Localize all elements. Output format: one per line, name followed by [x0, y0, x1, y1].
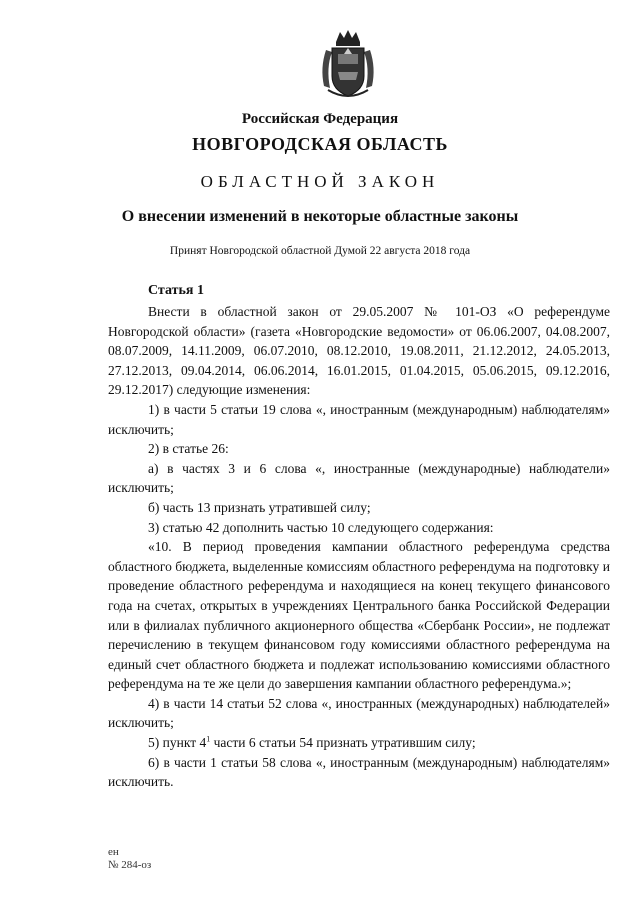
region-name: НОВГОРОДСКАЯ ОБЛАСТЬ — [192, 134, 448, 154]
article-body — [108, 302, 610, 792]
amendment-item-3-text: «10. В период проведения кампании областного референдума средства областного бюджета, выделенные комиссиям областного референдума на подготовку и проведение областного референдума и находящиеся на конец текущего финансового года на счетах, открытых в учреждениях Центрального банка Российской Федерации или в филиалах публичного акционерного общества «Сбербанк России», не подлежат перечислению в текущем финансовом году комиссиями областного референдума на единый счет областного бюджета и подлежат использованию комиссиями областного референдума на те же цели до завершения кампании областного референдума.»; — [108, 539, 610, 692]
footer-initials: ен — [108, 846, 119, 858]
item5-text-end: части 6 статьи 54 признать утратившим силу; — [210, 735, 476, 751]
amendment-item-1: 1) в части 5 статьи 19 слова «, иностранным (международным) наблюдателям» исключить; — [108, 401, 610, 437]
footer-doc-number: № 284-оз — [108, 859, 152, 871]
adoption-line: Принят Новгородской областной Думой 22 августа 2018 года — [169, 245, 471, 257]
amendment-item-5 — [108, 733, 610, 753]
amendment-item-2a: а) в частях 3 и 6 слова «, иностранные (международные) наблюдатели» исключить; — [108, 460, 610, 496]
law-type: ОБЛАСТНОЙ ЗАКОН — [200, 172, 440, 191]
law-title: О внесении изменений в некоторые областные законы — [121, 208, 519, 225]
article-heading: Статья 1 — [148, 283, 204, 298]
article-intro: Внести в областной закон от 29.05.2007 № 101-ОЗ «О референдуме Новгородской области» (газета «Новгородские ведомости» от 06.06.2007, 04.08.2007, 08.07.2009, 14.11.2009, 06.07.2010, 08.12.2010, 19.08.2011, 21.12.2012, 24.05.2013, 27.12.2013, 09.04.2014, 06.06.2014, 16.01.2015, 01.04.2015, 05.06.2015, 09.12.2016, 29.12.2017) следующие изменения: — [108, 304, 610, 398]
amendment-item-6: 6) в части 1 статьи 58 слова «, иностранным (международным) наблюдателям» исключить. — [108, 754, 610, 790]
amendment-item-2b: б) часть 13 признать утратившей силу; — [148, 499, 371, 515]
footer — [108, 846, 151, 872]
novgorod-coat-of-arms-icon — [318, 28, 378, 102]
amendment-item-2: 2) в статье 26: — [148, 441, 229, 457]
amendment-item-4: 4) в части 14 статьи 52 слова «, иностранных (международных) наблюдателей» исключить; — [108, 695, 610, 731]
item5-text-start: 5) пункт 4 — [148, 735, 207, 751]
item5-superscript: 1 — [206, 734, 211, 744]
amendment-item-3: 3) статью 42 дополнить частью 10 следующего содержания: — [148, 519, 494, 535]
country-name: Российская Федерация — [241, 111, 399, 127]
